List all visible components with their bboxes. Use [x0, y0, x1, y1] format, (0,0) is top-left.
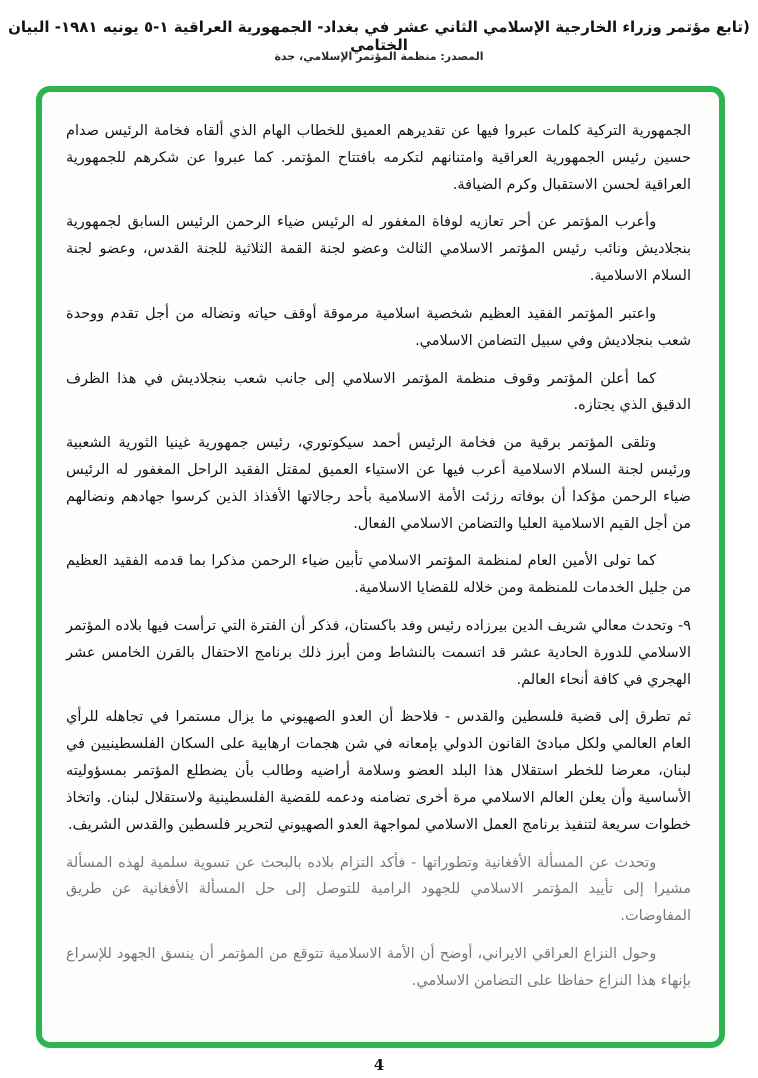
- paragraph: الجمهورية التركية كلمات عبروا فيها عن تقديرهم العميق للخطاب الهام الذي ألقاه فخامة الرئيس صدام حسين رئيس الجمهورية العراقية وامتنانهم لتكرمه بافتتاح المؤتمر. كما عبروا عن شكرهم للجمهورية العراقية لحسن الاستقبال وكرم الضيافة.: [66, 123, 691, 193]
- paragraph: واعتبر المؤتمر الفقيد العظيم شخصية اسلامية مرموقة أوقف حياته ونضاله من أجل تقدم ووحدة شعب بنجلاديش وفي سبيل التضامن الاسلامي.: [66, 305, 691, 349]
- paragraph: وأعرب المؤتمر عن أحر تعازيه لوفاة المغفور له الرئيس ضياء الرحمن الرئيس السابق لجمهورية بنجلاديش ونائب رئيس المؤتمر الاسلامي الثالث وعضو لجنة القمة الثلاثية للجنة القدس، وعضو لجنة السلام الاسلامية.: [66, 214, 691, 285]
- paragraph: ٩- وتحدث معالي شريف الدين بيرزاده رئيس وفد باكستان، فذكر أن الفترة التي ترأست فيها بلاده المؤتمر الاسلامي للدورة الحادية عشر قد اتسمت بالنشاط ومن أبرز ذلك برنامج الاحتفال بالقرن الخامس عشر الهجري في كافة أنحاء العالم.: [66, 618, 691, 688]
- document-body: [66, 118, 691, 995]
- page-number: 4: [373, 1056, 385, 1074]
- paragraph: ثم تطرق إلى قضية فلسطين والقدس - فلاحظ أن العدو الصهيوني ما يزال مستمرا في تجاهله للرأي العام العالمي ولكل مبادئ القانون الدولي بإمعانه في شن هجمات ارهابية على السكان الفلسطينيين في لبنان، معرضا للخطر استقلال هذا البلد العضو وسلامة أراضيه وطالب بأن يضطلع المؤتمر بمسؤوليته الأساسية وأن يعلن العالم الاسلامي مرة أخرى تضامنه ودعمه للقضية الفلسطينية ولاستقلال لبنان. واتخاذ خطوات سريعة لتنفيذ برنامج العمل الاسلامي لمواجهة العدو الصهيوني لتحرير فلسطين والقدس الشريف.: [66, 709, 691, 833]
- scan-frame: [36, 86, 725, 1048]
- paragraph: وحول النزاع العراقي الايراني، أوضح أن الأمة الاسلامية تتوقع من المؤتمر أن ينسق الجهود للإسراع بإنهاء هذا النزاع حفاظا على التضامن الاسلامي.: [66, 945, 691, 989]
- paragraph: وتلقى المؤتمر برقية من فخامة الرئيس أحمد سيكوتوري، رئيس جمهورية غينيا الثورية الشعبية ورئيس لجنة السلام الاسلامية أعرب فيها عن الاستياء العميق لمقتل الفقيد الراحل المغفور له الرئيس ضياء الرحمن مؤكدا أن بوفاته رزئت الأمة الاسلامية بأحد رجالاتها الأفذاذ الذين كرسوا جهادهم ونضالهم من أجل القيم الاسلامية العليا والتضامن الاسلامي الفعال.: [66, 435, 691, 532]
- document-source-line: المصدر: منظمة المؤتمر الإسلامي، جدة: [274, 50, 484, 63]
- paragraph: كما تولى الأمين العام لمنظمة المؤتمر الاسلامي تأبين ضياء الرحمن مذكرا بما قدمه الفقيد العظيم من جليل الخدمات للمنظمة ومن خلاله للقضايا الاسلامية.: [66, 553, 691, 597]
- paragraph: وتحدث عن المسألة الأفغانية وتطوراتها - فأكد التزام بلاده بالبحث عن تسوية سلمية لهذه المسألة مشيرا إلى تأييد المؤتمر الاسلامي للجهود الرامية للتوصل إلى حل المسألة الأفغانية عن طريق المفاوضات.: [66, 854, 691, 925]
- document-title: (تابع مؤتمر وزراء الخارجية الإسلامي الثاني عشر في بغداد- الجمهورية العراقية ١-٥ يونيه ١٩٨١- البيان الختامي: [8, 18, 750, 54]
- paragraph: كما أعلن المؤتمر وقوف منظمة المؤتمر الاسلامي إلى جانب شعب بنجلاديش في هذا الظرف الدقيق الذي يجتازه.: [66, 370, 691, 414]
